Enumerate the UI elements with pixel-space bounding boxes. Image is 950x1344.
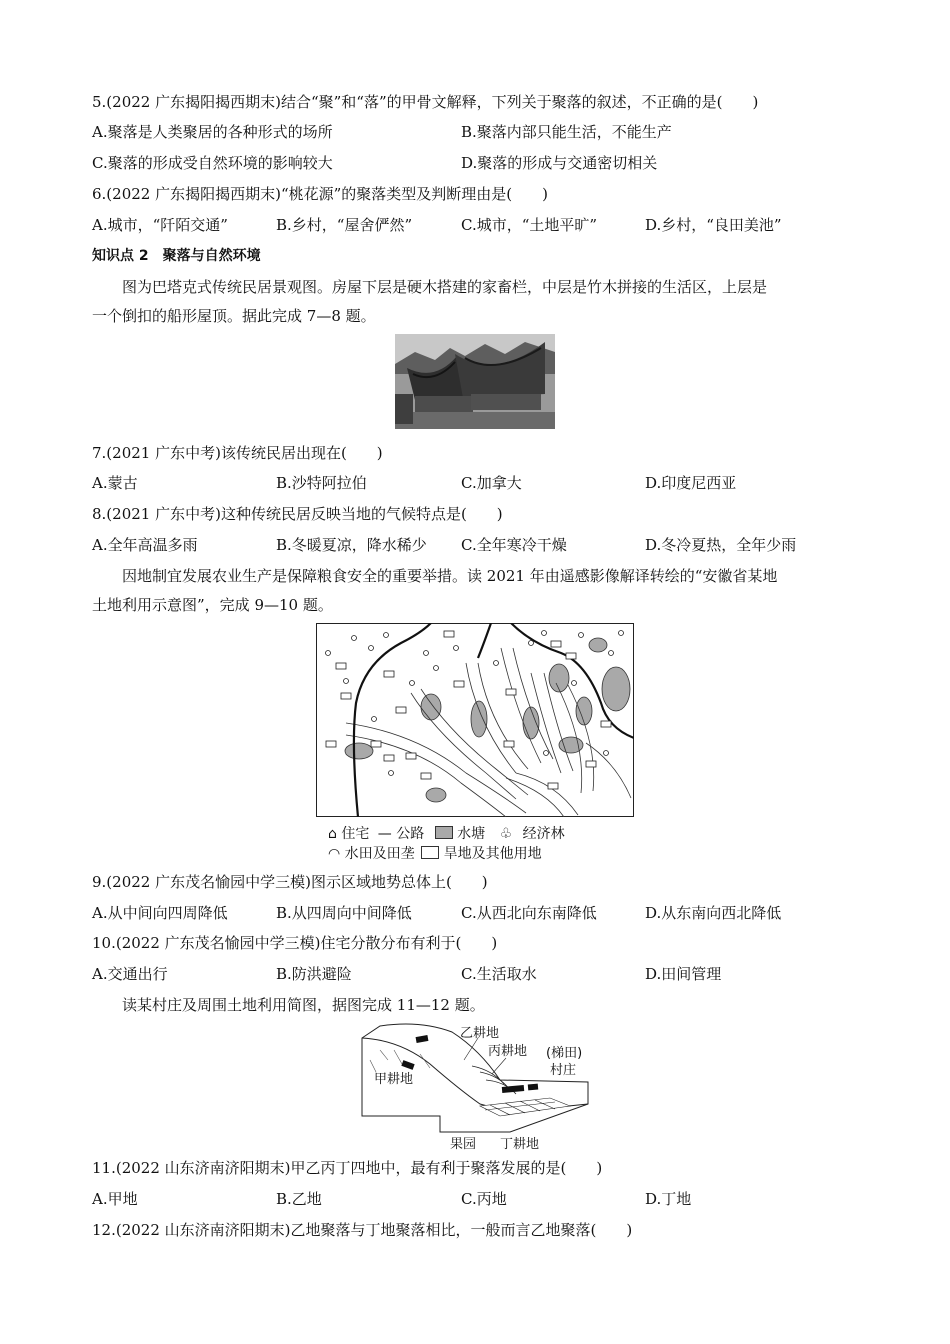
q8-option-c: C.全年寒冷干燥 bbox=[461, 536, 567, 554]
q9-option-b: B.从四周向中间降低 bbox=[276, 904, 412, 922]
section-heading: 知识点 2 聚落与自然环境 bbox=[92, 248, 261, 264]
q11-stem: 11.(2022 山东济南济阳期末)甲乙丙丁四地中，最有利于聚落发展的是( ) bbox=[92, 1159, 603, 1177]
tree-legend-icon: ♧ bbox=[499, 826, 513, 842]
house-legend-icon: ⌂ bbox=[328, 826, 337, 842]
label-bing-farmland: 丙耕地 bbox=[488, 1044, 528, 1059]
q8-option-b: B.冬暖夏凉，降水稀少 bbox=[276, 536, 427, 554]
q5-option-a: A.聚落是人类聚居的各种形式的场所 bbox=[92, 123, 333, 141]
q6-option-c: C.城市，“土地平旷” bbox=[461, 216, 598, 234]
intro-11-12: 读某村庄及周围土地利用简图，据图完成 11—12 题。 bbox=[122, 996, 485, 1014]
q5-stem: 5.(2022 广东揭阳揭西期末)结合“聚”和“落”的甲骨文解释，下列关于聚落的叙述，不正确的是( ) bbox=[92, 93, 759, 111]
intro-9-10-line1: 因地制宜发展农业生产是保障粮食安全的重要举措。读 2021 年由遥感影像解译转绘的“安徽省某地 bbox=[122, 567, 778, 585]
q9-option-c: C.从西北向东南降低 bbox=[461, 904, 597, 922]
q5-option-c: C.聚落的形成受自然环境的影响较大 bbox=[92, 154, 333, 172]
q9-option-d: D.从东南向西北降低 bbox=[645, 904, 782, 922]
batak-house-photo bbox=[395, 334, 555, 429]
legend-house: 住宅 bbox=[341, 826, 370, 842]
q11-option-d: D.丁地 bbox=[645, 1190, 692, 1208]
legend-pond: 水塘 bbox=[457, 826, 486, 842]
road-legend-icon: — bbox=[377, 826, 392, 842]
legend-road: 公路 bbox=[396, 826, 425, 842]
q10-option-c: C.生活取水 bbox=[461, 965, 537, 983]
q6-option-b: B.乡村，“屋舍俨然” bbox=[276, 216, 413, 234]
legend-paddy: 水田及田垄 bbox=[344, 846, 415, 862]
q10-option-b: B.防洪避险 bbox=[276, 965, 352, 983]
q9-option-a: A.从中间向四周降低 bbox=[92, 904, 228, 922]
q7-stem: 7.(2021 广东中考)该传统民居出现在( ) bbox=[92, 444, 383, 462]
label-terraces: (梯田) bbox=[546, 1046, 583, 1061]
q6-stem: 6.(2022 广东揭阳揭西期末)“桃花源”的聚落类型及判断理由是( ) bbox=[92, 185, 549, 203]
q8-option-a: A.全年高温多雨 bbox=[92, 536, 198, 554]
q11-option-c: C.丙地 bbox=[461, 1190, 507, 1208]
label-jia-farmland: 甲耕地 bbox=[374, 1072, 414, 1087]
q11-option-b: B.乙地 bbox=[276, 1190, 322, 1208]
q9-stem: 9.(2022 广东茂名愉园中学三模)图示区域地势总体上( ) bbox=[92, 873, 488, 891]
q10-stem: 10.(2022 广东茂名愉园中学三模)住宅分散分布有利于( ) bbox=[92, 934, 498, 952]
q6-option-a: A.城市，“阡陌交通” bbox=[92, 216, 228, 234]
map-legend-row1 bbox=[328, 823, 565, 843]
intro-9-10-line2: 土地利用示意图”，完成 9—10 题。 bbox=[92, 596, 333, 614]
village-terrain-diagram bbox=[360, 1020, 592, 1152]
q12-stem: 12.(2022 山东济南济阳期末)乙地聚落与丁地聚落相比，一般而言乙地聚落( ) bbox=[92, 1221, 633, 1239]
label-yi-farmland: 乙耕地 bbox=[460, 1026, 500, 1041]
pond-legend-icon bbox=[435, 826, 453, 839]
legend-dryland: 旱地及其他用地 bbox=[443, 846, 542, 862]
q5-option-b: B.聚落内部只能生活，不能生产 bbox=[461, 123, 672, 141]
paddy-legend-icon: ◠ bbox=[328, 846, 341, 862]
legend-forest: 经济林 bbox=[522, 826, 565, 842]
q7-option-c: C.加拿大 bbox=[461, 474, 522, 492]
q8-option-d: D.冬冷夏热，全年少雨 bbox=[645, 536, 797, 554]
q7-option-d: D.印度尼西亚 bbox=[645, 474, 737, 492]
q8-stem: 8.(2021 广东中考)这种传统民居反映当地的气候特点是( ) bbox=[92, 505, 503, 523]
q7-option-a: A.蒙古 bbox=[92, 474, 138, 492]
q10-option-a: A.交通出行 bbox=[92, 965, 168, 983]
dryland-legend-icon bbox=[421, 846, 439, 859]
land-use-map bbox=[316, 623, 634, 817]
intro-7-8-line2: 一个倒扣的船形屋顶。据此完成 7—8 题。 bbox=[92, 307, 376, 325]
label-ding-farmland: 丁耕地 bbox=[500, 1137, 540, 1152]
label-village: 村庄 bbox=[550, 1063, 577, 1078]
q6-option-d: D.乡村，“良田美池” bbox=[645, 216, 782, 234]
q11-option-a: A.甲地 bbox=[92, 1190, 138, 1208]
q5-option-d: D.聚落的形成与交通密切相关 bbox=[461, 154, 658, 172]
q7-option-b: B.沙特阿拉伯 bbox=[276, 474, 367, 492]
label-orchard: 果园 bbox=[450, 1137, 477, 1152]
intro-7-8-line1: 图为巴塔克式传统民居景观图。房屋下层是硬木搭建的家畜栏，中层是竹木拼接的生活区，上层是 bbox=[122, 278, 768, 296]
q10-option-d: D.田间管理 bbox=[645, 965, 722, 983]
map-legend-row2 bbox=[328, 843, 542, 863]
